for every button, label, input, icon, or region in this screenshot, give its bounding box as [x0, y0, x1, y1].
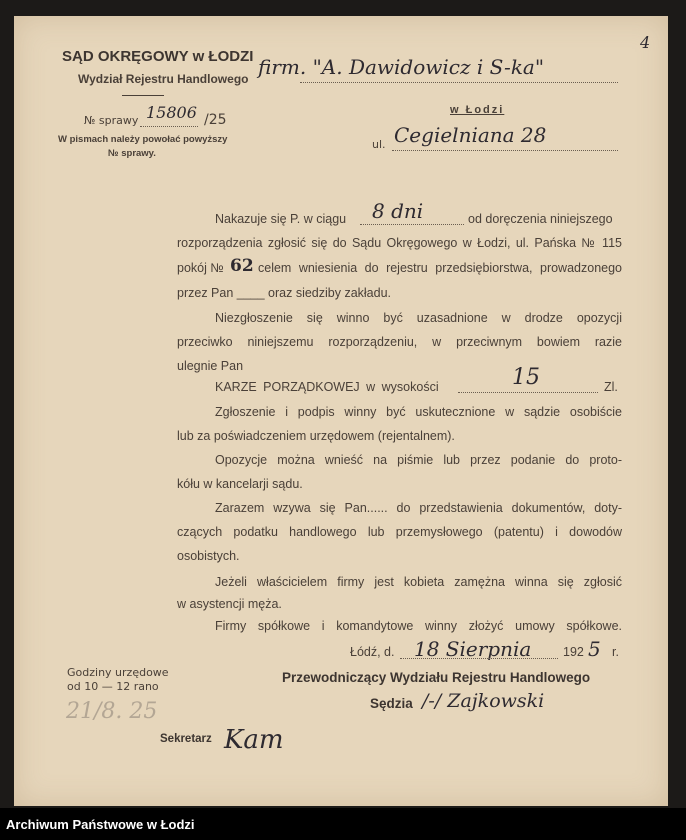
page-number: 4: [640, 33, 651, 52]
body-line-15: osobistych.: [177, 549, 240, 563]
street-line: [392, 150, 618, 151]
body-line-7: ulegnie Pan: [177, 359, 244, 373]
case-note-2: № sprawy.: [108, 148, 156, 159]
fine-value: 15: [512, 365, 540, 390]
divider-ornament: [122, 95, 164, 96]
office-hours-1: Godziny urzędowe: [67, 666, 169, 679]
case-note-1: W pismach należy powołać powyższy: [58, 134, 228, 145]
days-value: 8 dni: [372, 199, 424, 223]
archive-name: Archiwum Państwowe w Łodzi: [6, 817, 195, 832]
street-label: ul.: [372, 138, 386, 151]
judge-signature: /-/ Zajkowski: [422, 690, 545, 712]
date-year-prefix: 192: [563, 645, 584, 659]
addressee-line: [300, 82, 618, 83]
addressee-city: w Łodzi: [450, 104, 505, 116]
body-line-11: Opozycje można wnieść na piśmie lub przez podanie do proto-: [215, 453, 622, 467]
secretary-signature: Kam: [224, 725, 284, 755]
body-line-1b: od doręczenia niniejszego: [468, 212, 613, 226]
body-line-12: kółu w kancelarji sądu.: [177, 477, 303, 491]
secretary-label: Sekretarz: [160, 733, 212, 745]
body-line-9: Zgłoszenie i podpis winny być uskutecznione w sądzie osobiście: [215, 405, 622, 419]
chairman-title: Przewodniczący Wydziału Rejestru Handlowego: [282, 670, 591, 685]
days-line: [360, 224, 464, 225]
division-name: Wydział Rejestru Handlowego: [78, 72, 249, 86]
body-line-3b: celem wniesienia do rejestru przedsiębiorstwa, prowadzonego: [258, 261, 622, 275]
date-prefix: Łódź, d.: [350, 645, 395, 659]
date-day-month: 18 Sierpnia: [414, 637, 532, 661]
body-line-10: lub za poświadczeniem urzędowem (rejentalnem).: [177, 429, 455, 443]
office-hours-2: od 10 — 12 rano: [67, 680, 159, 693]
body-line-3a: pokój №: [177, 261, 224, 275]
body-line-2: rozporządzenia zgłosić się do Sądu Okręgowego w Łodzi, ul. Pańska № 115: [177, 236, 622, 250]
date-year-digit: 5: [588, 637, 601, 661]
body-line-4: przez Pan ____ oraz siedziby zakładu.: [177, 286, 392, 300]
pencil-note: 21/8. 25: [66, 699, 158, 724]
body-line-5: Niezgłoszenie się winno być uzasadnione w drodze opozycji: [215, 311, 622, 325]
street-value: Cegielniana 28: [394, 123, 547, 147]
judge-label: Sędzia: [370, 696, 413, 711]
case-year: /25: [204, 112, 227, 128]
date-line: [400, 658, 558, 659]
court-name: SĄD OKRĘGOWY w ŁODZI: [62, 48, 254, 65]
room-number: 62: [230, 256, 254, 276]
body-line-18: Firmy spółkowe i komandytowe winny złożyć umowy spółkowe.: [215, 619, 622, 633]
case-label: № sprawy: [84, 114, 139, 127]
footer-bar: [0, 808, 686, 840]
fine-line: [458, 392, 598, 393]
body-line-14: czących podatku handlowego lub przemysłowego (patentu) i dowodów: [177, 525, 622, 539]
body-line-6: przeciwko niniejszemu rozporządzeniu, w przeciwnym bowiem razie: [177, 335, 622, 349]
body-line-1a: Nakazuje się P. w ciągu: [215, 212, 347, 226]
body-line-8b: Zl.: [604, 380, 618, 394]
body-line-8a: KARZE PORZĄDKOWEJ w wysokości: [215, 380, 439, 394]
body-line-17: w asystencji męża.: [177, 597, 282, 611]
date-suffix: r.: [612, 645, 619, 659]
body-line-13: Zarazem wzywa się Pan...... do przedstawienia dokumentów, doty-: [215, 501, 622, 515]
addressee-firm: firm. "A. Dawidowicz i S-ka": [258, 55, 545, 79]
case-number-line: [140, 126, 198, 127]
case-number: 15806: [146, 103, 197, 122]
body-line-16: Jeżeli właścicielem firmy jest kobieta zamężna winna się zgłosić: [215, 575, 622, 589]
